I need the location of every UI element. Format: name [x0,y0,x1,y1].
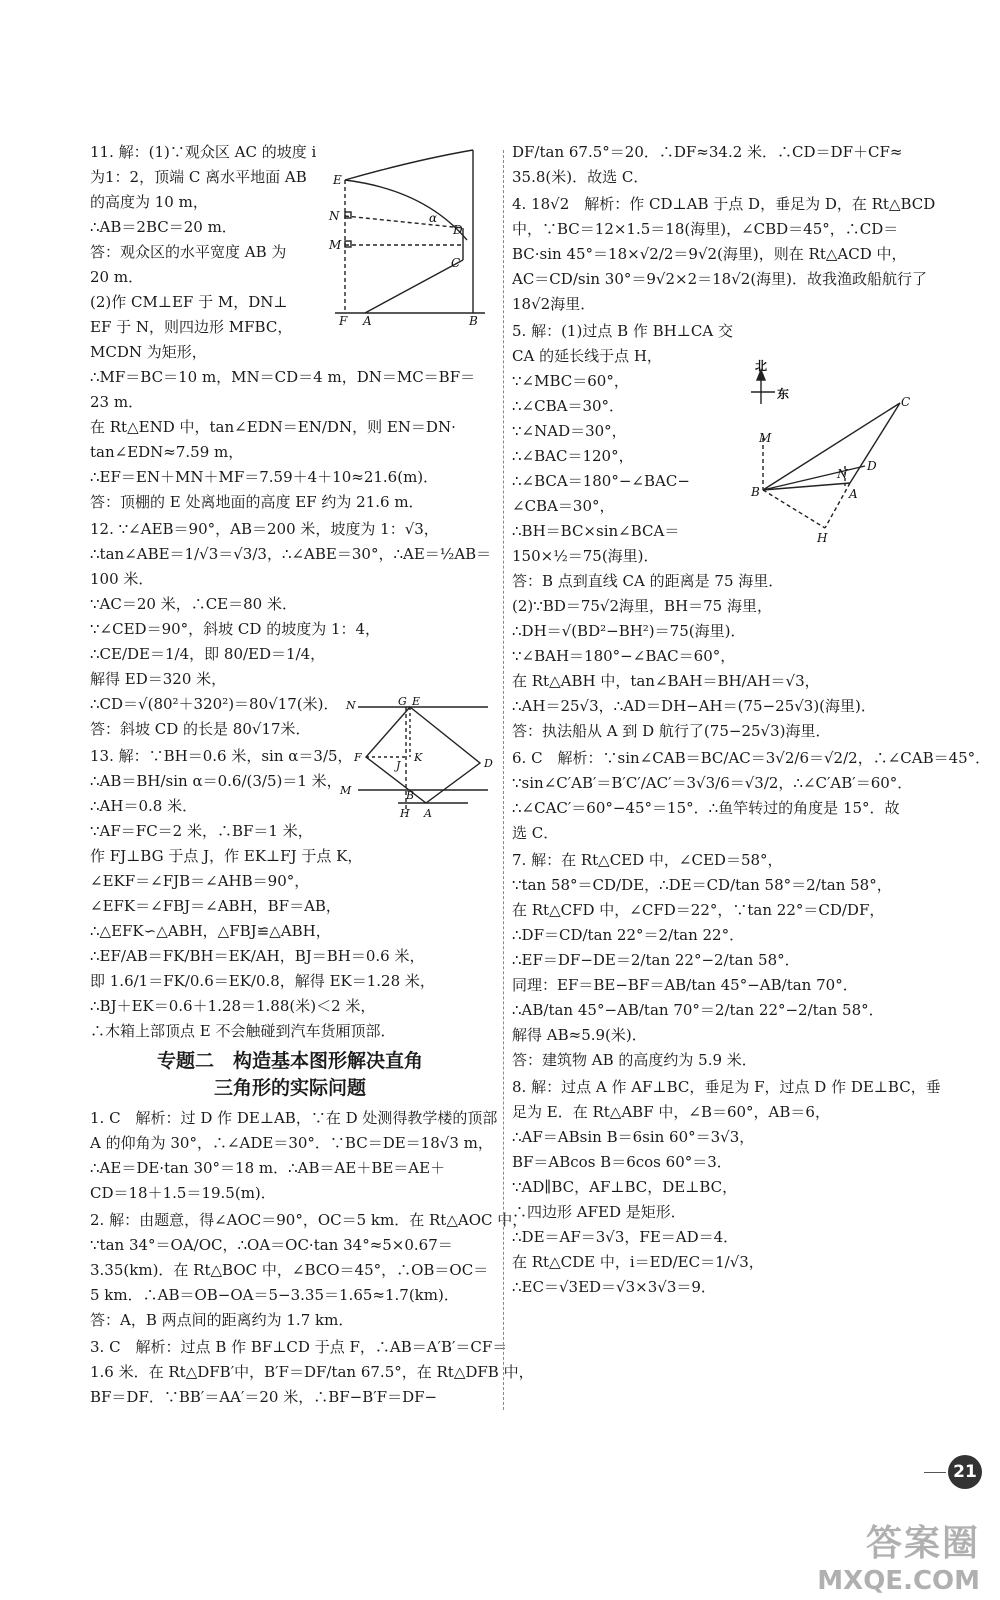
q13-line: ∴BJ＋EK＝0.6＋1.28＝1.88(米)＜2 米， [90,997,376,1015]
fig11-label: B [469,314,478,328]
s2-line: 5 km．∴AB＝OB−OA＝5−3.35＝1.65≈1.7(km)． [90,1286,459,1304]
s5-line: 在 Rt△ABH 中，tan∠BAH＝BH/AH＝√3， [512,672,820,690]
q11-line: 20 m． [90,268,144,286]
watermark-cn: 答案圈 [865,1523,980,1564]
s8-line: ∴EC＝√3ED＝√3×3√3＝9． [512,1278,716,1296]
q11-line: ∴AB＝2BC＝20 m． [90,218,237,236]
s3-cont-line: DF/tan 67.5°＝20．∴DF≈34.2 米．∴CD＝DF＋CF≈ [512,143,903,161]
fig11-label: F [339,314,348,328]
q13-line: ∴△EFK∽△ABH，△FBJ≌△ABH， [90,922,331,940]
s5-line: ∴∠BCA＝180°−∠BAC− [512,472,690,490]
fig13-label: N [346,699,356,712]
s4-line: AC＝CD/sin 30°＝9√2×2＝18√2(海里)．故我渔政船航行了 [512,270,928,288]
s5-line: ∴∠BAC＝120°， [512,447,634,465]
q13-line: 13. 解：∵BH＝0.6 米，sin α＝3/5， [90,747,353,765]
fig11-label: α [429,211,438,225]
q13-line: 即 1.6/1＝FK/0.6＝EK/0.8，解得 EK＝1.28 米， [90,972,435,990]
section-title-line-2: 三角形的实际问题 [213,1077,366,1099]
s5-line: 答：B 点到直线 CA 的距离是 75 海里． [512,572,784,590]
q12-line: 答：斜坡 CD 的长是 80√17米． [90,720,311,738]
fig11-label: C [451,256,461,270]
fig13-label: K [414,751,423,764]
s-question-3 [90,1335,534,1410]
q12-line: 解得 ED＝320 米， [90,670,227,688]
q13-line: ∴木箱上部顶点 E 不会触碰到汽车货厢顶部． [90,1022,396,1040]
s6-line: 选 C． [512,824,559,842]
q11-line: EF 于 N，则四边形 MFBC， [90,318,293,336]
s4-line: BC·sin 45°＝18×√2/2＝9√2(海里)，则在 Rt△ACD 中， [512,245,907,263]
fig13-label: A [424,807,432,820]
s4-line: 中，∵BC＝12×1.5＝18(海里)，∠CBD＝45°，∴CD＝ [512,220,899,238]
s7-line: 7. 解：在 Rt△CED 中，∠CED＝58°， [512,851,783,869]
s1-line: 1. C 解析：过 D 作 DE⊥AB，∵在 D 处测得教学楼的顶部 [90,1109,498,1127]
q12-line: ∴CD＝√(80²＋320²)＝80√17(米)． [90,695,339,713]
q12-line: ∵AC＝20 米，∴CE＝80 米． [90,595,297,613]
q11-line: ∴EF＝EN＋MN＋MF＝7.59＋4＋10≈21.6(m)． [90,468,439,486]
fig13-label: E [412,695,421,708]
s6-line: ∴∠CAC′＝60°−45°＝15°．∴鱼竿转过的角度是 15°．故 [512,799,900,817]
s1-line: ∴AE＝DE·tan 30°＝18 m．∴AB＝AE＋BE＝AE＋ [90,1159,446,1177]
figure-q13-box [338,695,498,825]
s7-line: ∴EF＝DF−DE＝2/tan 22°−2/tan 58°． [512,951,800,969]
fig13-label: G [398,695,407,708]
fig5-label: M [759,431,772,445]
s6-line: ∵sin∠C′AB′＝B′C′/AC′＝3√3/6＝√3/2，∴∠C′AB′＝60°． [512,774,913,792]
fig11-label: N [329,209,340,223]
q13-line: 作 FJ⊥BG 于点 J，作 EK⊥FJ 于点 K， [90,847,363,865]
q13-line: ∴AH＝0.8 米． [90,797,198,815]
s7-line: 答：建筑物 AB 的高度约为 5.9 米． [512,1051,757,1069]
s-question-2 [90,1208,528,1333]
s5-line: ∴BH＝BC×sin∠BCA＝ [512,522,680,540]
s7-line: 解得 AB≈5.9(米)． [512,1026,647,1044]
fig13-label: D [484,757,493,770]
page-number: 21 [948,1455,982,1489]
fig5-label: B [751,485,760,499]
fig13-label: J [396,759,401,772]
q11-line: ∴MF＝BC＝10 m，MN＝CD＝4 m，DN＝MC＝BF＝ [90,368,476,386]
s7-line: 在 Rt△CFD 中，∠CFD＝22°，∵tan 22°＝CD/DF， [512,901,885,919]
s-question-3-continued [512,140,937,190]
q11-line: 答：顶棚的 E 处离地面的高度 EF 约为 21.6 m． [90,493,424,511]
s1-line: A 的仰角为 30°，∴∠ADE＝30°．∵BC＝DE＝18√3 m， [90,1134,493,1152]
q12-line: ∴CE/DE＝1/4，即 80/ED＝1/4， [90,645,326,663]
s5-line: 5. 解：(1)过点 B 作 BH⊥CA 交 [512,322,733,340]
figure-q11-canopy [329,150,485,328]
q11-line: 答：观众区的水平宽度 AB 为 [90,243,287,261]
s5-line: ∴∠CBA＝30°． [512,397,625,415]
q13-line: ∠EFK＝∠FBJ＝∠ABH，BF＝AB， [90,897,341,915]
fig5-label: C [901,395,911,409]
q12-line: ∴tan∠ABE＝1/√3＝√3/3，∴∠ABE＝30°，∴AE＝½AB＝ [90,545,492,563]
s5-line: ∵∠NAD＝30°， [512,422,627,440]
s5-line: (2)∵BD＝75√2海里，BH＝75 海里， [512,597,772,615]
section-title-line-1: 专题二 构造基本图形解决直角 [156,1050,423,1072]
s8-line: ∴AF＝ABsin B＝6sin 60°＝3√3， [512,1128,755,1146]
q13-line: ∠EKF＝∠FJB＝∠AHB＝90°， [90,872,310,890]
fig11-label: E [333,173,342,187]
s5-line: CA 的延长线于点 H， [512,347,662,365]
s8-line: 在 Rt△CDE 中，i＝ED/EC＝1/√3， [512,1253,764,1271]
s5-line: ∵∠MBC＝60°， [512,372,629,390]
s-question-1 [90,1106,498,1206]
s4-line: 18√2海里． [512,295,596,313]
fig5-label: A [849,487,858,501]
fig11-label: M [329,238,342,252]
s5-line: 150×½＝75(海里)． [512,547,659,565]
q11-line: MCDN 为矩形， [90,343,207,361]
s2-line: 3.35(km)．在 Rt△BOC 中，∠BCO＝45°，∴OB＝OC＝ [90,1261,489,1279]
s6-line: 6. C 解析：∵sin∠CAB＝BC/AC＝3√2/6＝√2/2，∴∠CAB＝45°． [512,749,991,767]
fig5-label: 东 [777,387,790,401]
s8-line: 8. 解：过点 A 作 AF⊥BC，垂足为 F，过点 D 作 DE⊥BC，垂 [512,1078,941,1096]
fig5-label: D [867,459,877,473]
s3-line: BF＝DF．∵BB′＝AA′＝20 米，∴BF−B′F＝DF− [90,1388,438,1406]
q11-line: 的高度为 10 m， [90,193,208,211]
fig5-label: H [817,531,828,545]
column-divider [503,150,504,1410]
page-number-dash [924,1472,946,1473]
s5-line: ∵∠BAH＝180°−∠BAC＝60°， [512,647,736,665]
fig11-label: A [363,314,372,328]
s-question-6 [512,746,991,846]
s3-line: 1.6 米．在 Rt△DFB′中，B′F＝DF/tan 67.5°，在 Rt△DFB 中， [90,1363,534,1381]
s7-line: 同理：EF＝BE−BF＝AB/tan 45°−AB/tan 70°． [512,976,858,994]
s2-line: ∵tan 34°＝OA/OC，∴OA＝OC·tan 34°≈5×0.67＝ [90,1236,453,1254]
s5-line: ∠CBA＝30°， [512,497,615,515]
q11-line: (2)作 CM⊥EF 于 M，DN⊥ [90,293,288,311]
watermark [817,1515,980,1596]
section-title [90,1048,490,1102]
s2-line: 答：A，B 两点间的距离约为 1.7 km． [90,1311,354,1329]
q13-line: ∴EF/AB＝FK/BH＝EK/AH，BJ＝BH＝0.6 米， [90,947,425,965]
s3-cont-line: 35.8(米)．故选 C． [512,168,649,186]
fig5-label: 北 [755,359,768,373]
s7-line: ∵tan 58°＝CD/DE，∴DE＝CD/tan 58°＝2/tan 58°， [512,876,892,894]
s3-line: 3. C 解析：过点 B 作 BF⊥CD 于点 F，∴AB＝A′B′＝CF＝ [90,1338,508,1356]
fig13-label: M [340,784,352,797]
q12-line: 100 米． [90,570,154,588]
q11-line: 23 m． [90,393,144,411]
right-column [512,140,991,1302]
figure-s5-navigation [745,358,925,548]
s8-line: ∴DE＝AF＝3√3，FE＝AD＝4． [512,1228,739,1246]
s5-line: ∴AH＝25√3，∴AD＝DH−AH＝(75−25√3)(海里)． [512,697,876,715]
s-question-8 [512,1075,941,1300]
q11-line: 为1：2，顶端 C 离水平地面 AB [90,168,307,186]
q11-line: 11. 解：(1)∵观众区 AC 的坡度 i [90,143,317,161]
fig13-label: B [406,789,415,802]
q12-line: ∵∠CED＝90°，斜坡 CD 的坡度为 1：4， [90,620,381,638]
fig11-label: D [453,223,463,237]
s8-line: ∴四边形 AFED 是矩形． [512,1203,686,1221]
s2-line: 2. 解：由题意，得∠AOC＝90°，OC＝5 km．在 Rt△AOC 中， [90,1211,528,1229]
s8-line: BF＝ABcos B＝6cos 60°＝3． [512,1153,732,1171]
q11-line: tan∠EDN≈7.59 m， [90,443,244,461]
s8-line: 足为 E．在 Rt△ABF 中，∠B＝60°，AB＝6， [512,1103,830,1121]
fig13-label: F [354,751,362,764]
fig5-label: N [837,467,848,481]
s7-line: ∴DF＝CD/tan 22°＝2/tan 22°． [512,926,745,944]
s5-line: ∴DH＝√(BD²−BH²)＝75(海里)． [512,622,746,640]
fig13-label: H [400,807,410,820]
s4-line: 4. 18√2 解析：作 CD⊥AB 于点 D，垂足为 D，在 Rt△BCD [512,195,936,213]
s7-line: ∴AB/tan 45°−AB/tan 70°＝2/tan 22°−2/tan 58°． [512,1001,884,1019]
s5-line: 答：执法船从 A 到 D 航行了(75−25√3)海里． [512,722,831,740]
watermark-en: MXQE.COM [817,1566,980,1596]
q13-line: ∵AF＝FC＝2 米，∴BF＝1 米， [90,822,313,840]
s1-line: CD＝18＋1.5＝19.5(m)． [90,1184,276,1202]
q11-line: 在 Rt△END 中，tan∠EDN＝EN/DN，则 EN＝DN· [90,418,456,436]
fig13-label: C [400,789,409,802]
q13-line: ∴AB＝BH/sin α＝0.6/(3/5)＝1 米， [90,772,342,790]
s8-line: ∵AD∥BC，AF⊥BC，DE⊥BC， [512,1178,738,1196]
s-question-4 [512,192,937,317]
s-question-7 [512,848,937,1073]
q12-line: 12. ∵∠AEB＝90°，AB＝200 米，坡度为 1：√3， [90,520,439,538]
